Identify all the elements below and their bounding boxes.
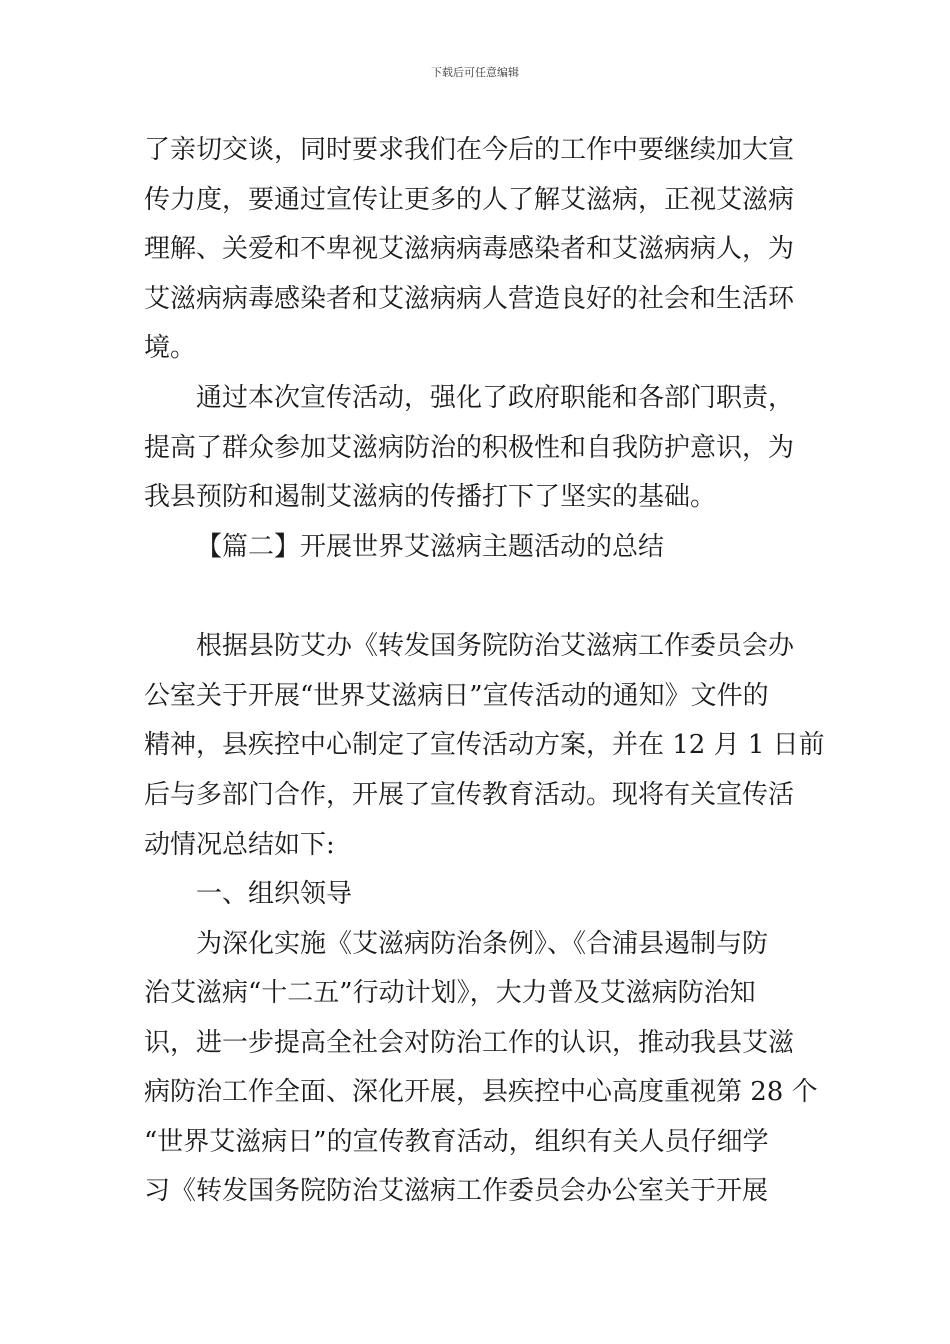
body-line: 根据县防艾办《转发国务院防治艾滋病工作委员会办	[196, 631, 795, 661]
body-line: 病防治工作全面、深化开展，县疾控中心高度重视第 28 个	[144, 1077, 818, 1107]
body-line: 传力度，要通过宣传让更多的人了解艾滋病，正视艾滋病	[144, 185, 795, 215]
body-line: 提高了群众参加艾滋病防治的积极性和自我防护意识，为	[144, 433, 795, 463]
body-line: 后与多部门合作，开展了宣传教育活动。现将有关宣传活	[144, 780, 795, 810]
body-line: 识，进一步提高全社会对防治工作的认识，推动我县艾滋	[144, 1028, 795, 1058]
body-line: “世界艾滋病日”的宣传教育活动，组织有关人员仔细学	[144, 1127, 769, 1157]
body-line: 精神，县疾控中心制定了宣传活动方案，并在 12 月 1 日前	[144, 730, 825, 760]
body-line: 境。	[144, 333, 197, 363]
section-heading: 【篇二】开展世界艾滋病主题活动的总结	[196, 532, 665, 562]
body-line: 为深化实施《艾滋病防治条例》、《合浦县遏制与防	[196, 929, 769, 959]
body-line: 治艾滋病“十二五”行动计划》，大力普及艾滋病防治知	[144, 978, 756, 1008]
body-line: 我县预防和遏制艾滋病的传播打下了坚实的基础。	[144, 482, 717, 512]
page-header: 下载后可任意编辑	[431, 66, 519, 79]
body-line: 公室关于开展“世界艾滋病日”宣传活动的通知》文件的	[144, 681, 769, 711]
body-line: 动情况总结如下:	[144, 830, 335, 860]
body-line: 艾滋病病毒感染者和艾滋病病人营造良好的社会和生活环	[144, 284, 795, 314]
body-line: 习《转发国务院防治艾滋病工作委员会办公室关于开展	[144, 1176, 769, 1206]
subsection-heading: 一、组织领导	[196, 879, 353, 909]
body-line: 通过本次宣传活动，强化了政府职能和各部门职责，	[196, 383, 795, 413]
body-line: 了亲切交谈，同时要求我们在今后的工作中要继续加大宣	[144, 135, 795, 165]
body-line: 理解、关爱和不卑视艾滋病病毒感染者和艾滋病病人，为	[144, 234, 795, 264]
